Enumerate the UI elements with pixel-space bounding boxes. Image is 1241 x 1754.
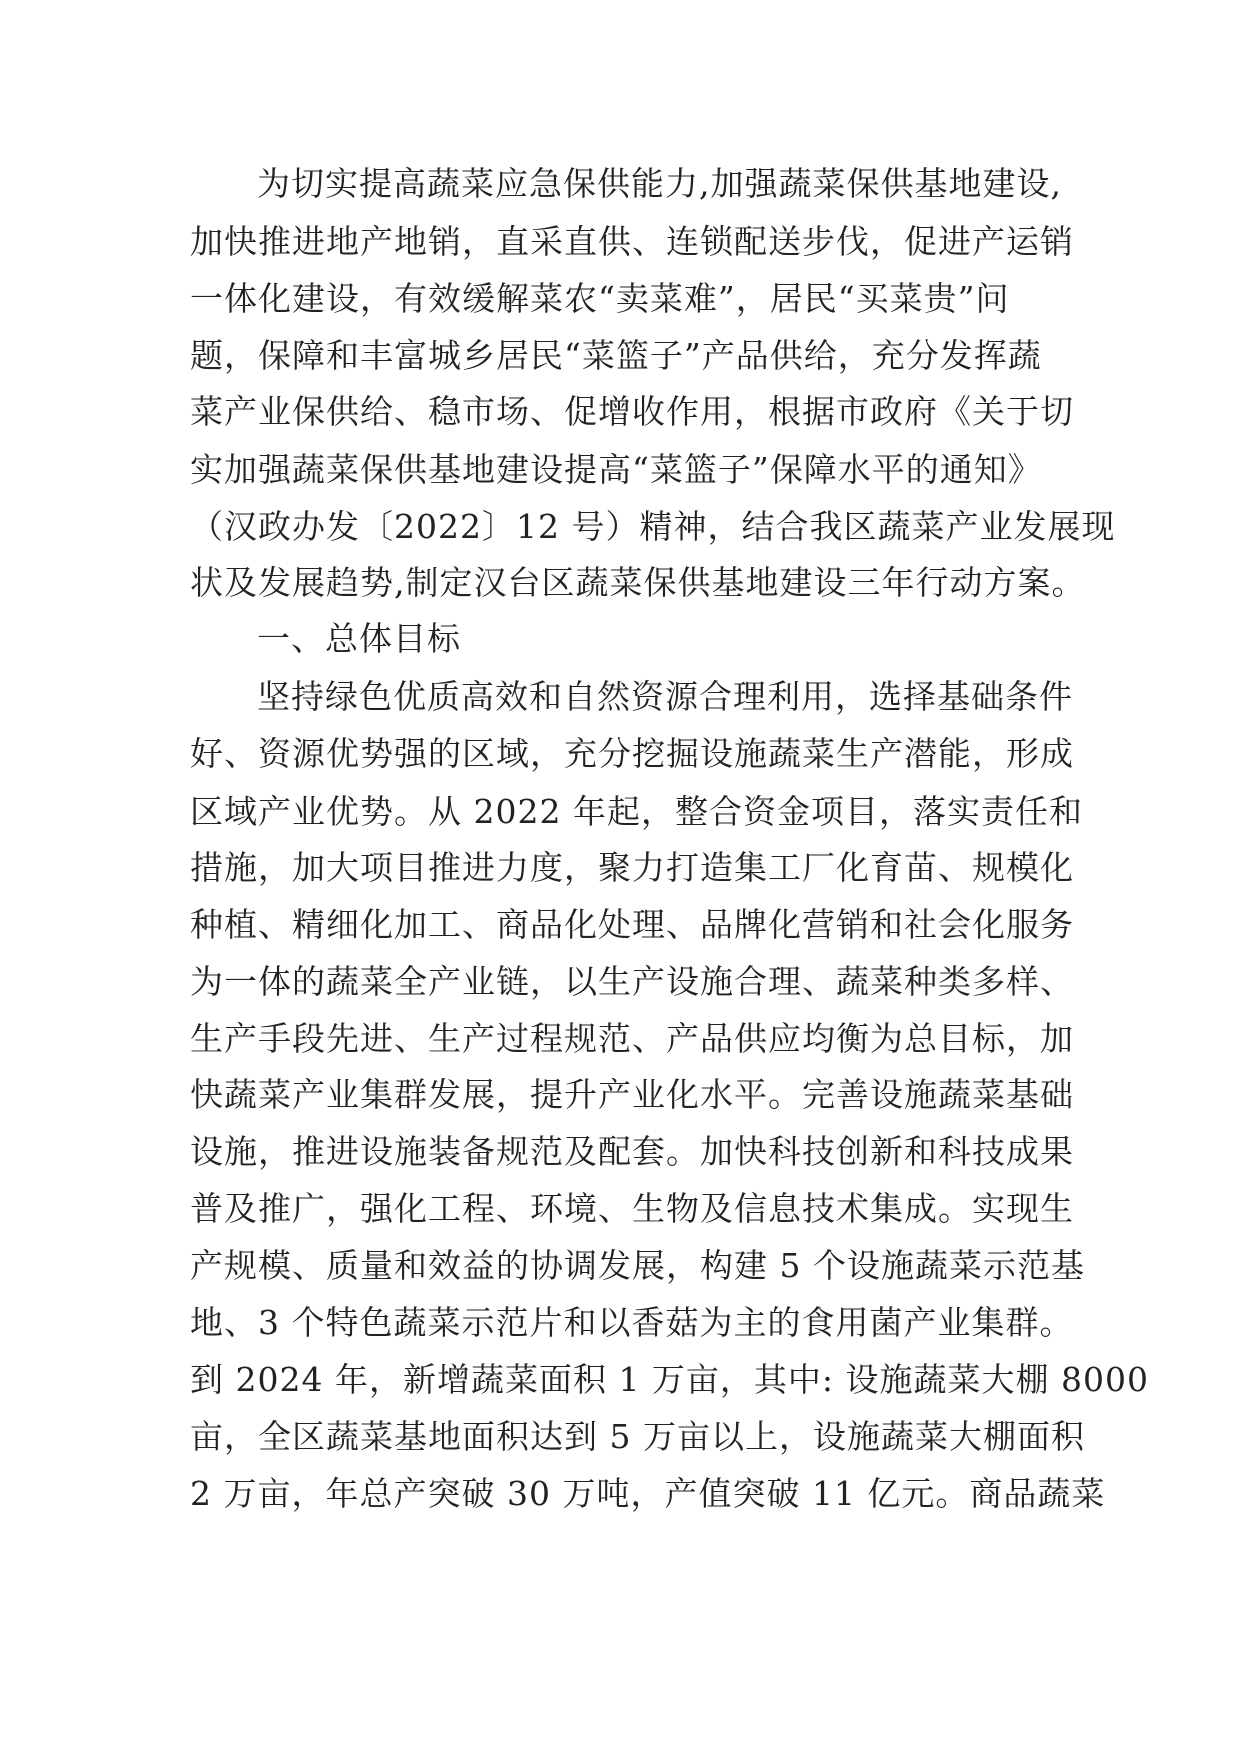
paragraph-1-line-7: （汉政办发〔2022〕12 号）精神，结合我区蔬菜产业发展现 xyxy=(190,507,1116,546)
paragraph-2-line-6: 为一体的蔬菜全产业链，以生产设施合理、蔬菜种类多样、 xyxy=(190,962,1074,1001)
paragraph-2-line-15: 2 万亩，年总产突破 30 万吨，产值突破 11 亿元。商品蔬菜 xyxy=(190,1474,1106,1513)
paragraph-2-line-7: 生产手段先进、生产过程规范、产品供应均衡为总目标，加 xyxy=(190,1019,1074,1058)
paragraph-1-line-1: 为切实提高蔬菜应急保供能力,加强蔬菜保供基地建设, xyxy=(257,164,1062,203)
paragraph-2-line-5: 种植、精细化加工、商品化处理、品牌化营销和社会化服务 xyxy=(190,905,1074,944)
paragraph-1-line-3: 一体化建设，有效缓解菜农“卖菜难”，居民“买菜贵”问 xyxy=(190,279,1010,318)
paragraph-1-line-5: 菜产业保供给、稳市场、促增收作用，根据市政府《关于切 xyxy=(190,392,1074,431)
paragraph-2-line-8: 快蔬菜产业集群发展，提升产业化水平。完善设施蔬菜基础 xyxy=(190,1075,1074,1114)
paragraph-2-line-1: 坚持绿色优质高效和自然资源合理利用，选择基础条件 xyxy=(257,677,1073,716)
paragraph-2-line-13: 到 2024 年，新增蔬菜面积 1 万亩，其中: 设施蔬菜大棚 8000 xyxy=(190,1360,1150,1399)
paragraph-1-line-4: 题，保障和丰富城乡居民“菜篮子”产品供给，充分发挥蔬 xyxy=(190,336,1042,375)
paragraph-1-line-6: 实加强蔬菜保供基地建设提高“菜篮子”保障水平的通知》 xyxy=(190,450,1042,489)
paragraph-1-line-2: 加快推进地产地销，直采直供、连锁配送步伐，促进产运销 xyxy=(190,222,1074,261)
paragraph-2-line-2: 好、资源优势强的区域，充分挖掘设施蔬菜生产潜能，形成 xyxy=(190,734,1074,773)
paragraph-2-line-4: 措施，加大项目推进力度，聚力打造集工厂化育苗、规模化 xyxy=(190,848,1074,887)
paragraph-2-line-10: 普及推广，强化工程、环境、生物及信息技术集成。实现生 xyxy=(190,1189,1074,1228)
paragraph-2-line-9: 设施，推进设施装备规范及配套。加快科技创新和科技成果 xyxy=(190,1132,1074,1171)
paragraph-1-line-8: 状及发展趋势,制定汉台区蔬菜保供基地建设三年行动方案。 xyxy=(190,563,1086,602)
section-heading-overall-goals: 一、总体目标 xyxy=(257,619,461,658)
paragraph-2-line-11: 产规模、质量和效益的协调发展，构建 5 个设施蔬菜示范基 xyxy=(190,1246,1085,1285)
paragraph-2-line-14: 亩，全区蔬菜基地面积达到 5 万亩以上，设施蔬菜大棚面积 xyxy=(190,1417,1085,1456)
paragraph-2-line-12: 地、3 个特色蔬菜示范片和以香菇为主的食用菌产业集群。 xyxy=(190,1303,1074,1342)
paragraph-2-line-3: 区域产业优势。从 2022 年起，整合资金项目，落实责任和 xyxy=(190,792,1083,831)
